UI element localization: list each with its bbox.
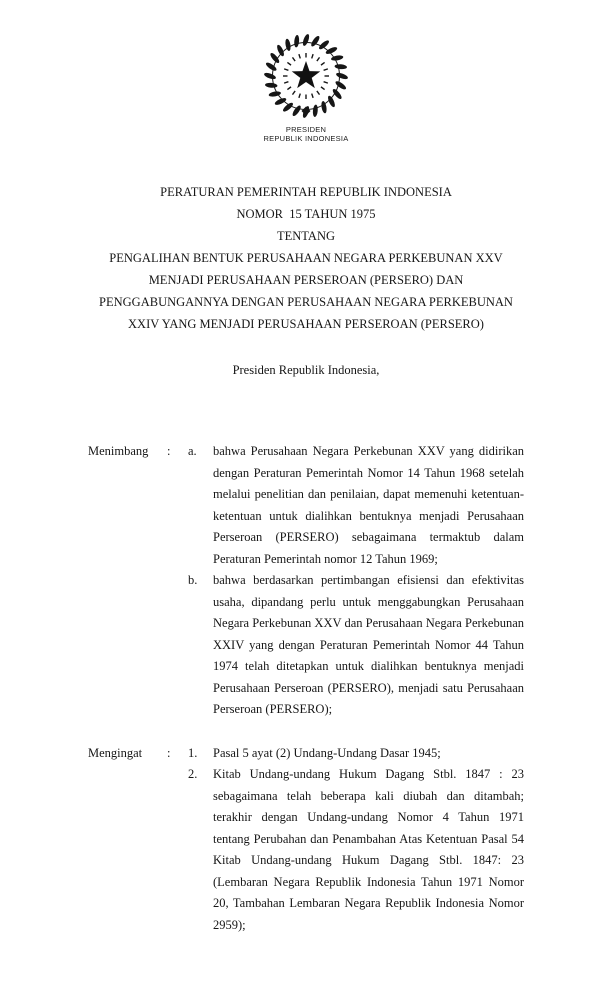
clause-item (188, 570, 524, 721)
section-colon: : (167, 444, 171, 458)
section-menimbang (88, 441, 524, 721)
clauses (88, 441, 524, 936)
clause-item-marker: a. (188, 444, 197, 458)
section-label: Menimbang (88, 444, 149, 458)
regulation-number: NOMOR 15 TAHUN 1975 (236, 207, 376, 221)
section-items (188, 743, 524, 937)
clause-item-text: Pasal 5 ayat (2) Undang-Undang Dasar 1945; (213, 745, 441, 760)
presidential-seal-icon (260, 30, 352, 122)
clause-item-text: bahwa Perusahaan Negara Perkebunan XXV yang didirikan dengan Peraturan Pemerintah Nomor 14 Tahun 1968 setelah melalui penelitian dan penilaian, dapat memenuhi ketentuan-ketentuan untuk dialihkan bentuknya menjadi Perusahaan Perseroan (PERSERO) sebagaimana termaktub dalam Peraturan Pemerintah nomor 12 Tahun 1969; (213, 444, 524, 566)
clause-item-marker: b. (188, 573, 198, 587)
salutation: Presiden Republik Indonesia, (232, 363, 380, 377)
letterhead (88, 30, 524, 143)
clause-item-marker: 2. (188, 767, 198, 781)
section-mengingat (88, 743, 524, 937)
clause-item-text: Kitab Undang-undang Hukum Dagang Stbl. 1847 : 23 sebagaimana telah beberapa kali diubah dan ditambah; terakhir dengan Undang-undang Nomor 4 Tahun 1971 tentang Perubahan dan Penambahan Atas Ketentuan Pasal 54 Kitab Undang-undang Hukum Dagang Stbl. 1847: 23 (Lembaran Negara Republik Indonesia Tahun 1971 Nomor 20, Tambahan Lembaran Negara Republik Indonesia Nomor 2959); (213, 767, 524, 932)
section-label: Mengingat (88, 745, 143, 760)
regulation-subject: PENGALIHAN BENTUK PERUSAHAAN NEGARA PERKEBUNAN XXV MENJADI PERUSAHAAN PERSEROAN (PERSERO) DAN PENGGABUNGANNYA DENGAN PERUSAHAAN NEGARA PERKEBUNAN XXIV YANG MENJADI PERUSAHAAN PERSEROAN (PERSERO) (99, 251, 513, 331)
agency-block (88, 125, 524, 143)
agency-country: REPUBLIK INDONESIA (263, 134, 349, 143)
title-block (88, 181, 524, 335)
agency-name: PRESIDEN (285, 125, 327, 134)
star-icon (292, 61, 321, 88)
section-items (188, 441, 524, 721)
regulation-title: PERATURAN PEMERINTAH REPUBLIK INDONESIA (160, 185, 452, 199)
clause-item (188, 441, 524, 570)
clause-item-text: bahwa berdasarkan pertimbangan efisiensi dan efektivitas usaha, dipandang perlu untuk menggabungkan Perusahaan Negara Perkebunan XXV dan Perusahaan Negara Perkebunan XXIV yang dengan Peraturan Pemerintah Nomor 44 Tahun 1974 telah ditetapkan untuk dialihkan bentuknya menjadi Perusahaan Perseroan (PERSERO), menjadi satu Perusahaan Perseroan (PERSERO); (213, 573, 524, 716)
tentang-label: TENTANG (276, 229, 335, 243)
section-colon: : (167, 745, 171, 760)
clause-item-marker: 1. (188, 745, 198, 760)
clause-item (188, 743, 524, 765)
clause-item (188, 764, 524, 936)
